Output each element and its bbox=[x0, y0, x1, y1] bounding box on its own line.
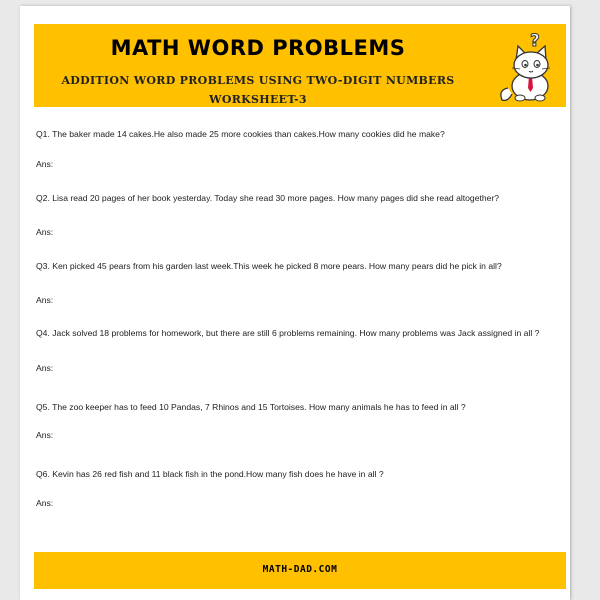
question-2: Q2. Lisa read 20 pages of her book yesterday. Today she read 30 more pages. How many pages did she read altogether? bbox=[36, 193, 500, 203]
cat-mascot-icon bbox=[496, 30, 562, 104]
answer-label-1: Ans: bbox=[36, 159, 54, 169]
worksheet-page bbox=[20, 6, 570, 600]
answer-label-2: Ans: bbox=[36, 227, 54, 237]
footer-banner bbox=[34, 552, 566, 589]
question-6: Q6. Kevin has 26 red fish and 11 black fish in the pond.How many fish does he have in all ? bbox=[36, 469, 384, 479]
worksheet-number: WORKSHEET-3 bbox=[209, 93, 307, 106]
answer-label-5: Ans: bbox=[36, 430, 54, 440]
answer-label-6: Ans: bbox=[36, 498, 54, 508]
header-banner bbox=[34, 24, 566, 107]
page-title: MATH WORD PROBLEMS bbox=[110, 36, 406, 60]
footer-site-link[interactable]: MATH-DAD.COM bbox=[262, 564, 338, 575]
answer-label-4: Ans: bbox=[36, 363, 54, 373]
question-5: Q5. The zoo keeper has to feed 10 Pandas, 7 Rhinos and 15 Tortoises. How many animals he has to feed in all ? bbox=[36, 402, 466, 412]
question-1: Q1. The baker made 14 cakes.He also made 25 more cookies than cakes.How many cookies did he make? bbox=[36, 129, 445, 139]
question-4: Q4. Jack solved 18 problems for homework, but there are still 6 problems remaining. How many problems was Jack assigned in all ? bbox=[36, 328, 540, 338]
answer-label-3: Ans: bbox=[36, 295, 54, 305]
page-subtitle: ADDITION WORD PROBLEMS USING TWO-DIGIT NUMBERS bbox=[61, 74, 455, 87]
question-3: Q3. Ken picked 45 pears from his garden last week.This week he picked 8 more pears. How many pears did he pick in all? bbox=[36, 261, 502, 271]
svg-text:?: ? bbox=[530, 31, 540, 51]
